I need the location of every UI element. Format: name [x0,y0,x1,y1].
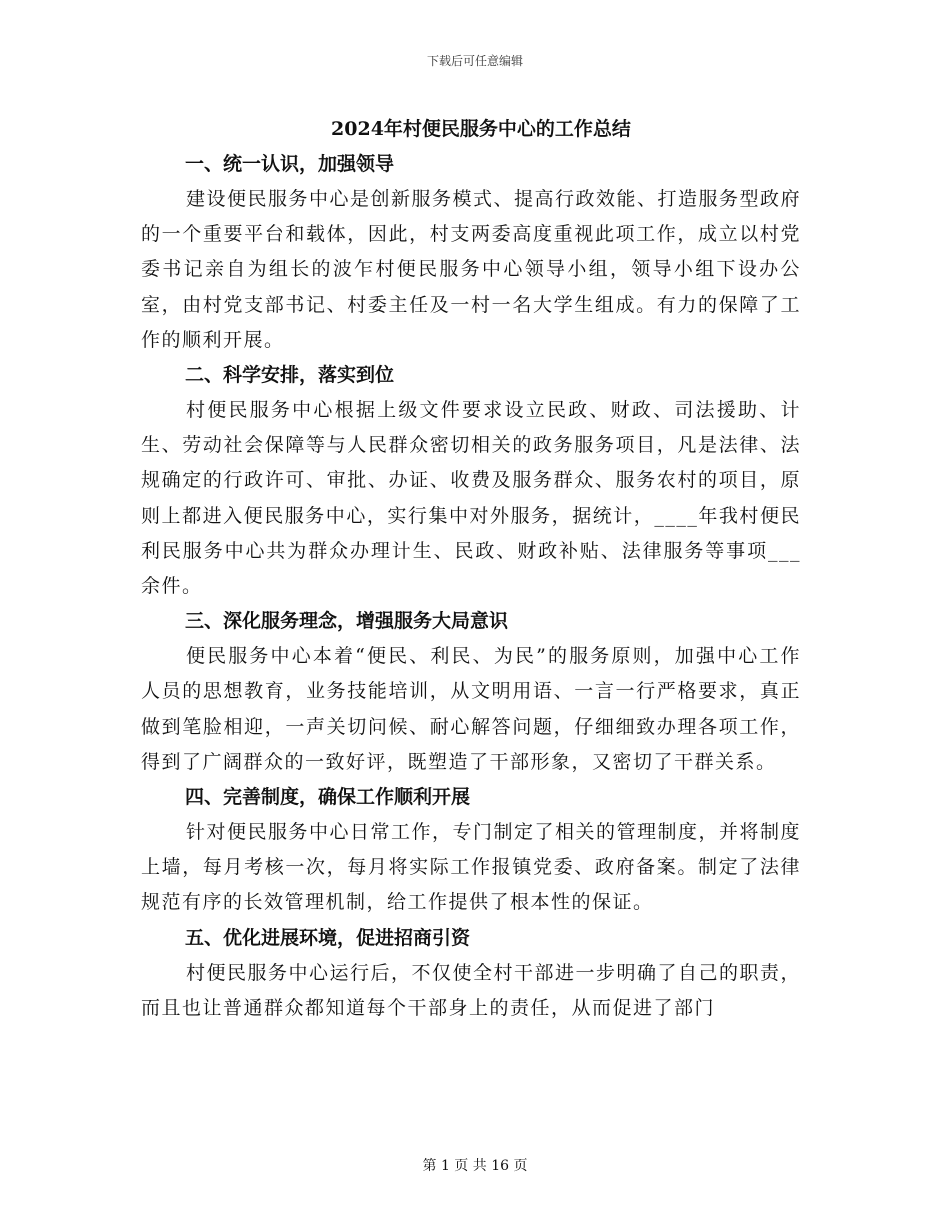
section-2-heading: 二、科学安排，落实到位 [185,364,395,387]
section-5-heading: 五、优化进展环境，促进招商引资 [185,926,471,949]
section-4-paragraph: 针对便民服务中心日常工作，专门制定了相关的管理制度，并将制度上墙，每月考核一次，每月将实际工作报镇党委、政府备案。制定了法律规范有序的长效管理机制，给工作提供了根本性的保证。 [141,821,802,914]
section-5-paragraph: 村便民服务中心运行后，不仅使全村干部进一步明确了自己的职责，而且也让普通群众都知道每个干部身上的责任，从而促进了部门 [141,961,802,1019]
section-1-paragraph: 建设便民服务中心是创新服务模式、提高行政效能、打造服务型政府的一个重要平台和载体，因此，村支两委高度重视此项工作，成立以村党委书记亲自为组长的波乍村便民服务中心领导小组，领导小组下设办公室，由村党支部书记、村委主任及一村一名大学生组成。有力的保障了工作的顺利开展。 [141,188,802,351]
section-1-heading: 一、统一认识，加强领导 [185,153,395,175]
section-2-paragraph: 村便民服务中心根据上级文件要求设立民政、财政、司法援助、计生、劳动社会保障等与人民群众密切相关的政务服务项目，凡是法律、法规确定的行政许可、审批、办证、收费及服务群众、服务农村的项目，原则上都进入便民服务中心，实行集中对外服务，据统计，____年我村便民利民服务中心共为群众办理计生、民政、财政补贴、法律服务等事项___余件。 [141,399,801,598]
document-body [141,113,801,1026]
page-footer: 第 1 页 共 16 页 [422,1158,528,1174]
header-note: 下载后可任意编辑 [426,54,523,68]
section-4-heading: 四、完善制度，确保工作顺利开展 [185,786,471,809]
section-3-paragraph: 便民服务中心本着“便民、利民、为民”的服务原则，加强中心工作人员的思想教育，业务技能培训，从文明用语、一言一行严格要求，真正做到笔脸相迎，一声关切问候、耐心解答问题，仔细细致办理各项工作，得到了广阔群众的一致好评，既塑造了干部形象，又密切了干群关系。 [141,645,801,773]
section-3-heading: 三、深化服务理念，增强服务大局意识 [185,610,509,633]
document-title: 2024年村便民服务中心的工作总结 [331,118,631,140]
